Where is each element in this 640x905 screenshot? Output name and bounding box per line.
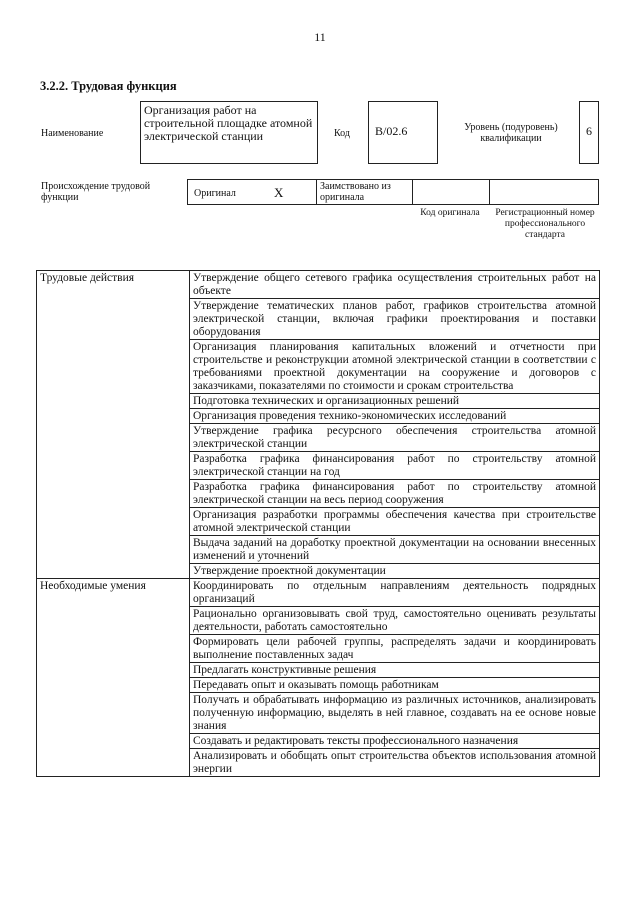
table-cell-item: Рационально организовывать свой труд, самостоятельно оценивать результаты деятельности, работать самостоятельно — [190, 607, 600, 635]
table-cell-item: Создавать и редактировать тексты профессионального назначения — [190, 734, 600, 749]
table-cell-item: Разработка графика финансирования работ по строительству атомной электрической станции на год — [190, 452, 600, 480]
table-cell-item: Утверждение графика ресурсного обеспечения строительства атомной электрической станции — [190, 424, 600, 452]
table-cell-item: Организация планирования капитальных вложений и отчетности при строительстве и реконструкции атомной электрической станции в соответствии с требованиями проектной документации на сооружение и договоров с заказчиками, показателями по стоимости и срокам строительства — [190, 340, 600, 394]
table-cell-item: Передавать опыт и оказывать помощь работникам — [190, 678, 600, 693]
table-cell-item: Организация проведения технико-экономических исследований — [190, 409, 600, 424]
borrowed-label: Заимствовано из оригинала — [320, 181, 391, 203]
name-label: Наименование — [41, 128, 104, 139]
table-cell-item: Получать и обрабатывать информацию из различных источников, анализировать полученную информацию, выделять в ней главное, создавать на ее основе новые знания — [190, 693, 600, 734]
table-row — [37, 271, 600, 299]
origin-divider-1 — [316, 179, 317, 205]
code-original-caption: Код оригинала — [420, 208, 480, 218]
function-name-value: Организация работ на строительной площадке атомной электрической станции — [144, 103, 313, 143]
origin-label: Происхождение трудовой функции — [41, 181, 151, 203]
table-cell-item: Организация разработки программы обеспечения качества при строительстве атомной электрической станции — [190, 508, 600, 536]
original-label: Оригинал — [194, 188, 236, 199]
labor-function-table — [36, 270, 600, 777]
code-label: Код — [334, 128, 350, 139]
level-box — [579, 101, 599, 164]
level-value: 6 — [586, 124, 592, 138]
table-cell-item: Координировать по отдельным направлениям деятельность подрядных организаций — [190, 579, 600, 607]
level-label: Уровень (подуровень) квалификации — [464, 122, 558, 144]
origin-divider-3 — [489, 179, 490, 205]
origin-divider-2 — [412, 179, 413, 205]
section-title: 3.2.2. Трудовая функция — [40, 79, 177, 93]
table-cell-item: Анализировать и обобщать опыт строительства объектов использования атомной энергии — [190, 749, 600, 777]
function-name-box — [140, 101, 318, 164]
table-cell-item: Утверждение тематических планов работ, графиков строительства атомной электрической станции, включая графики проектирования и поставки оборудования — [190, 299, 600, 340]
table-cell-item: Утверждение проектной документации — [190, 564, 600, 579]
code-box — [368, 101, 438, 164]
reg-number-caption: Регистрационный номер профессионального стандарта — [495, 208, 595, 240]
table-cell-item: Утверждение общего сетевого графика осуществления строительных работ на объекте — [190, 271, 600, 299]
code-value: B/02.6 — [375, 124, 408, 138]
table-cell-item: Предлагать конструктивные решения — [190, 663, 600, 678]
page-number: 11 — [314, 30, 326, 44]
table-cell-item: Формировать цели рабочей группы, распределять задачи и координировать выполнение поставленных задач — [190, 635, 600, 663]
table-cell-item: Разработка графика финансирования работ по строительству атомной электрической станции на весь период сооружения — [190, 480, 600, 508]
table-cell-item: Подготовка технических и организационных решений — [190, 394, 600, 409]
table-cell-item: Выдача заданий на доработку проектной документации на основании внесенных изменений и уточнений — [190, 536, 600, 564]
section-label: Необходимые умения — [37, 579, 190, 777]
section-label: Трудовые действия — [37, 271, 190, 579]
table-row — [37, 579, 600, 607]
original-mark: X — [274, 185, 284, 200]
